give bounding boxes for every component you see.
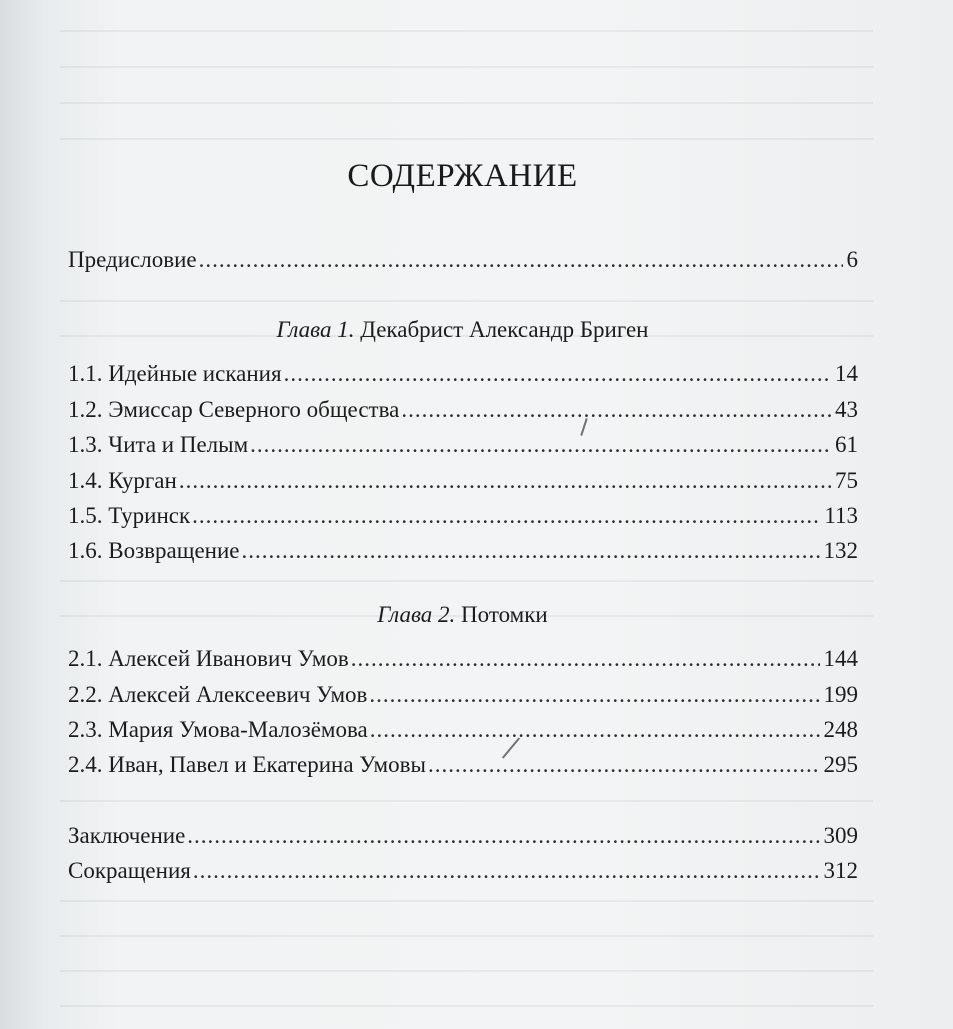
bleed-through-line — [60, 102, 873, 104]
toc-entry-label: 2.1. Алексей Иванович Умов — [68, 646, 349, 671]
chapter-heading-1 — [0, 316, 925, 344]
toc-entry-abbreviations — [68, 857, 858, 885]
toc-entry-page: 295 — [823, 752, 858, 777]
chapter-name: Потомки — [455, 602, 548, 627]
leader-dots — [199, 246, 843, 274]
toc-entry — [68, 396, 858, 424]
bleed-through-line — [60, 66, 873, 68]
leader-dots — [250, 431, 831, 459]
leader-dots — [242, 537, 820, 565]
bleed-through-line — [60, 300, 873, 302]
leader-dots — [192, 502, 820, 530]
toc-entry-page: 309 — [823, 823, 858, 848]
toc-entry — [68, 360, 858, 388]
toc-entry — [68, 502, 858, 530]
leader-dots — [351, 645, 820, 673]
chapter-prefix: Глава 1. — [276, 317, 355, 342]
toc-entry-page: 6 — [846, 247, 858, 272]
bleed-through-line — [60, 30, 873, 32]
bleed-through-line — [60, 970, 873, 972]
toc-entry — [68, 716, 858, 744]
page-title: СОДЕРЖАНИЕ — [347, 158, 578, 194]
toc-entry — [68, 467, 858, 495]
toc-entry-label: 1.4. Курган — [68, 468, 177, 493]
toc-entry-label: 2.4. Иван, Павел и Екатерина Умовы — [68, 752, 426, 777]
chapter-prefix: Глава 2. — [377, 602, 456, 627]
toc-entry-label: 1.2. Эмиссар Северного общества — [68, 397, 400, 422]
toc-entry-label: Предисловие — [68, 247, 197, 272]
leader-dots — [428, 751, 820, 779]
toc-entry-page: 113 — [824, 503, 858, 528]
bleed-through-line — [60, 900, 873, 902]
leader-dots — [401, 396, 831, 424]
toc-entry — [68, 431, 858, 459]
toc-entry-label: 1.3. Чита и Пелым — [68, 432, 249, 457]
toc-entry-page: 144 — [823, 646, 858, 671]
toc-entry-conclusion — [68, 822, 858, 850]
bleed-through-line — [60, 580, 873, 582]
toc-entry-page: 43 — [835, 397, 858, 422]
bleed-through-line — [60, 1005, 873, 1007]
toc-entry-page: 61 — [835, 432, 858, 457]
toc-entry — [68, 681, 858, 709]
toc-entry-page: 199 — [823, 682, 858, 707]
toc-entry-label: 2.3. Мария Умова-Малозёмова — [68, 717, 368, 742]
toc-entry — [68, 537, 858, 565]
leader-dots — [187, 822, 819, 850]
leader-dots — [370, 716, 820, 744]
toc-entry-page: 14 — [835, 361, 858, 386]
leader-dots — [193, 857, 820, 885]
chapter-heading-2 — [0, 601, 925, 629]
leader-dots — [284, 360, 831, 388]
toc-entry-page: 312 — [823, 858, 858, 883]
toc-entry-page: 248 — [823, 717, 858, 742]
toc-entry-label: Сокращения — [68, 858, 191, 883]
toc-entry-preface — [68, 246, 858, 274]
toc-entry-label: 1.6. Возвращение — [68, 538, 240, 563]
toc-entry — [68, 751, 858, 779]
chapter-name: Декабрист Александр Бриген — [354, 317, 649, 342]
toc-entry-label: 2.2. Алексей Алексеевич Умов — [68, 682, 368, 707]
toc-entry-label: Заключение — [68, 823, 186, 848]
leader-dots — [369, 681, 819, 709]
leader-dots — [179, 467, 831, 495]
bleed-through-line — [60, 138, 873, 140]
bleed-through-line — [60, 935, 873, 937]
toc-entry-label: 1.1. Идейные искания — [68, 361, 282, 386]
toc-entry — [68, 645, 858, 673]
toc-entry-page: 132 — [823, 538, 858, 563]
toc-entry-page: 75 — [835, 468, 858, 493]
toc-entry-label: 1.5. Туринск — [68, 503, 191, 528]
bleed-through-line — [60, 800, 873, 802]
